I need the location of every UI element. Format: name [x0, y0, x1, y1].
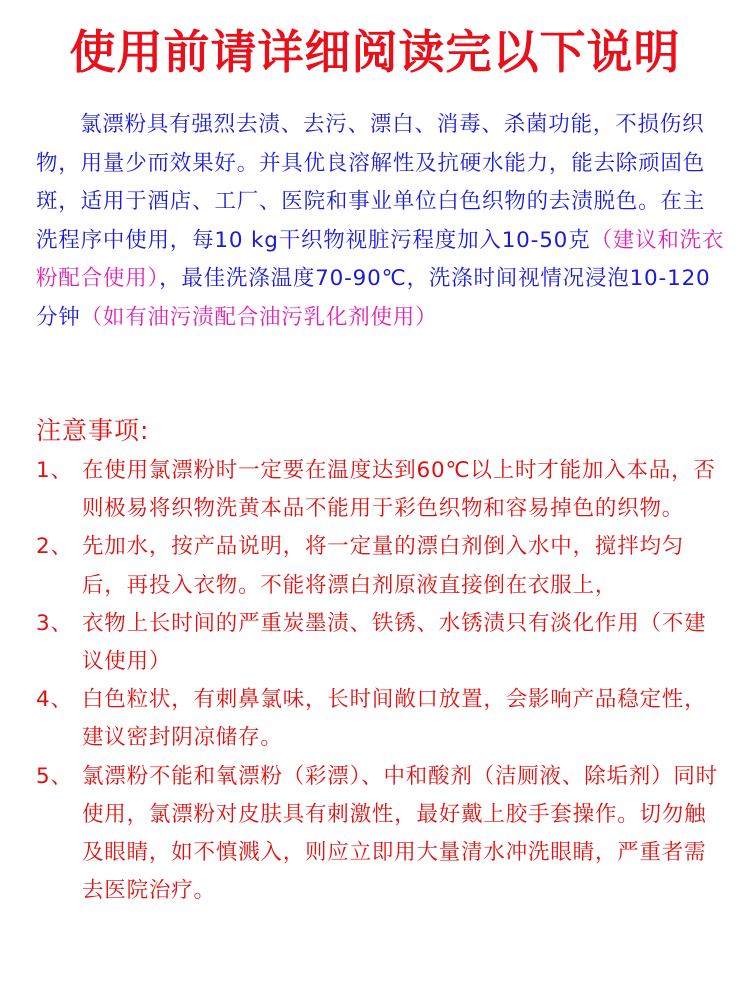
notice-item: [36, 452, 726, 528]
page-title: 使用前请详细阅读完以下说明: [69, 25, 681, 79]
notice-item-number: 2、: [36, 534, 73, 560]
notice-item-text: 在使用氯漂粉时一定要在温度达到60℃以上时才能加入本品，否则极易将织物洗黄本品不能用于彩色织物和容易掉色的织物。: [82, 458, 716, 522]
notice-item-number: 1、: [36, 458, 73, 483]
intro-paragraph: [36, 106, 726, 338]
notice-item-text: 氯漂粉不能和氧漂粉（彩漂）、中和酸剂（洁厕液、除垢剂）同时使用，氯漂粉对皮肤具有刺激性，最好戴上胶手套操作。切勿触及眼睛，如不慎溅入，则应立即用大量清水冲洗眼睛，严重者需去医院治疗。: [82, 763, 718, 904]
notice-item-number: 3、: [36, 610, 73, 636]
notice-item-number: 4、: [36, 687, 73, 713]
notice-list: [36, 452, 726, 910]
intro-main-text: 氯漂粉具有强烈去渍、去污、漂白、消毒、杀菌功能，不损伤织物，用量少而效果好。并具优良溶解性及抗硬水能力，能去除顽固色斑，适用于酒店、工厂、医院和事业单位白色织物的去渍脱色。在主洗程序中使用，每10 kg干织物视脏污程度加入10-50克: [36, 112, 706, 253]
notice-item-text: 白色粒状，有刺鼻氯味，长时间敞口放置，会影响产品稳定性，建议密封阴凉储存。: [82, 687, 707, 751]
intro-oil-stain-note: （如有油污渍配合油污乳化剂使用）: [80, 304, 438, 330]
notice-item: [36, 681, 726, 757]
notice-heading: 注意事项:: [36, 416, 150, 445]
notice-item-text: 先加水，按产品说明，将一定量的漂白剂倒入水中，搅拌均匀后，再投入衣物。不能将漂白剂原液直接倒在衣服上，: [82, 534, 685, 598]
intro-usage-note: （建议和洗衣粉配合使用）: [36, 227, 725, 292]
notice-item-number: 5、: [36, 763, 73, 789]
notice-item: [36, 758, 726, 911]
notice-item-text: 衣物上长时间的严重炭墨渍、铁锈、水锈渍只有淡化作用（不建议使用）: [82, 610, 707, 675]
notice-item: [36, 605, 726, 681]
notice-item: [36, 528, 726, 604]
intro-temperature-text: ，最佳洗涤温度70-90℃，洗涤时间视情况浸泡10-120分钟: [36, 266, 711, 330]
